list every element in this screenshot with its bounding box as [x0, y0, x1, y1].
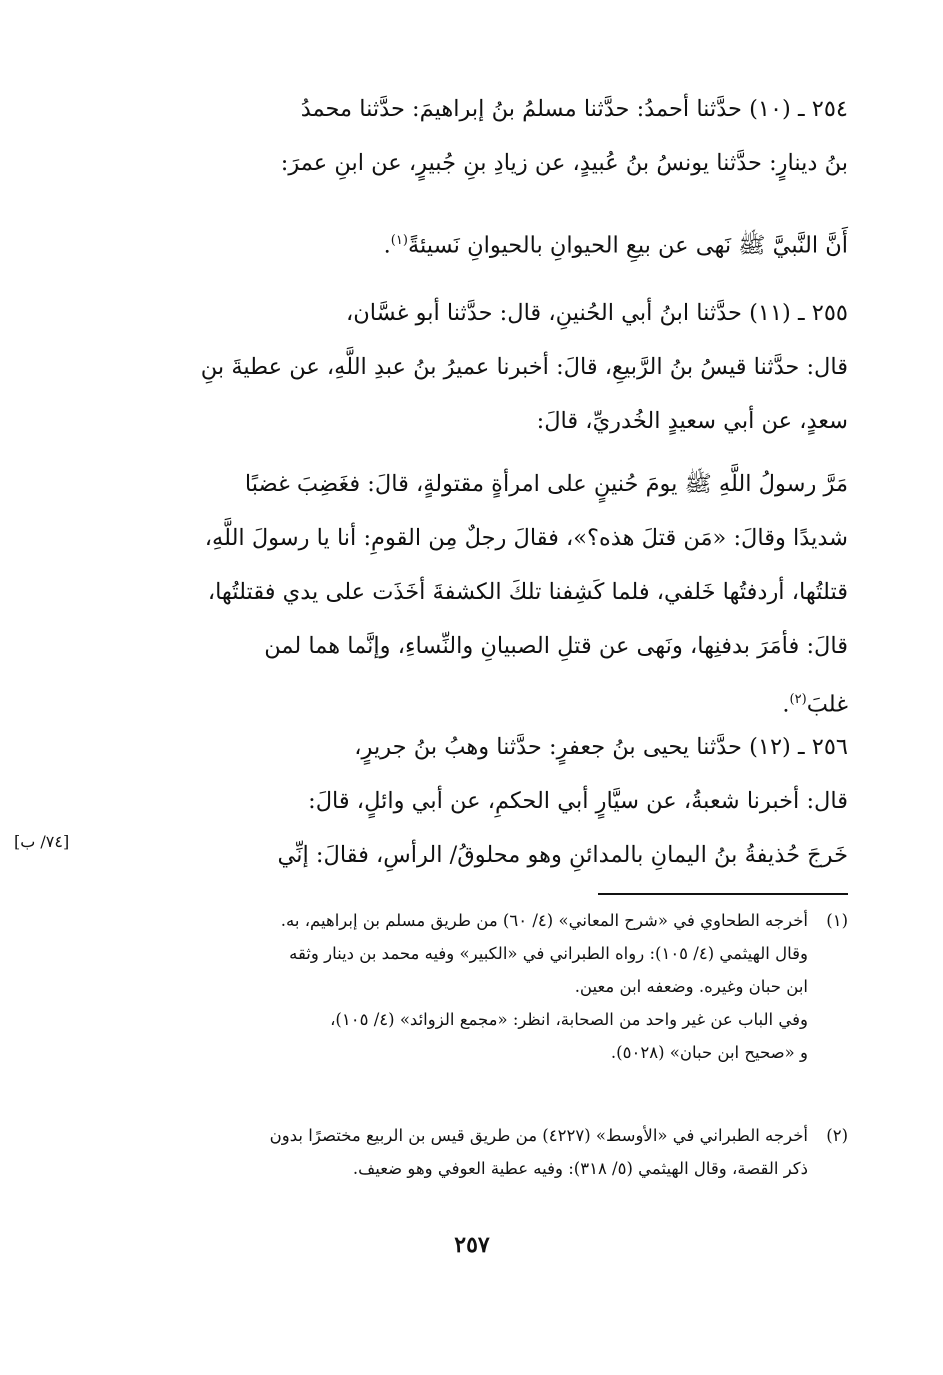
footnote-1-number: (١): [826, 911, 848, 930]
hadith-256-line-3: خَرجَ حُذيفةُ بنُ اليمانِ بالمدائنِ وهو محلوقُ/ الرأسِ، فقالَ: إنِّي: [277, 842, 848, 868]
hadith-255-text-line-5: غلبَ: [806, 691, 848, 718]
footnote-2-line-2: ذكر القصة، وقال الهيثمي (٥/ ٣١٨): وفيه عطية العوفي وهو ضعيف.: [352, 1159, 808, 1178]
hadith-255-text-line-4: قالَ: فأمَرَ بدفنِها، ونَهى عن قتلِ الصبيانِ والنِّساءِ، وإنَّما هما لمن: [264, 633, 848, 659]
hadith-256: [100, 720, 848, 882]
footnote-1-line-1: أخرجه الطحاوي في «شرح المعاني» (٤/ ٦٠) من طريق مسلم بن إبراهيم، به.: [280, 911, 808, 930]
hadith-255-end: .: [782, 691, 790, 718]
hadith-254-isnad: [100, 82, 848, 190]
page-number: ٢٥٧: [454, 1232, 490, 1258]
footnote-ref-2: (٢): [789, 692, 807, 707]
hadith-255-isnad: [100, 286, 848, 448]
footnote-1-line-2: وقال الهيثمي (٤/ ١٠٥): رواه الطبراني في «الكبير» وفيه محمد بن دينار وثقه: [289, 944, 808, 963]
hadith-255-line-3: سعدٍ، عن أبي سعيدٍ الخُدريِّ، قالَ:: [536, 408, 848, 434]
footnote-1-line-5: و «صحيح ابن حبان» (٥٠٢٨).: [610, 1043, 808, 1062]
hadith-254-line-2: بنُ دينارٍ: حدَّثنا يونسُ بنُ عُبيدٍ، عن زيادِ بنِ جُبيرٍ، عن ابنِ عمرَ:: [280, 150, 848, 176]
footnote-2-line-1: أخرجه الطبراني في «الأوسط» (٤٢٢٧) من طريق قيس بن الربيع مختصرًا بدون: [269, 1126, 808, 1145]
footnote-1-line-4: وفي الباب عن غير واحد من الصحابة، انظر: «مجمع الزوائد» (٤/ ١٠٥)،: [330, 1010, 808, 1029]
hadith-255-text-line-2: شديدًا وقالَ: «مَن قتلَ هذه؟»، فقالَ رجلٌ مِن القومِ: أنا يا رسولَ اللَّهِ،: [204, 525, 848, 551]
hadith-254-matn: [143, 214, 848, 273]
footnote-2-number: (٢): [826, 1126, 848, 1145]
hadith-254-line-1: ٢٥٤ ـ (١٠) حدَّثنا أحمدُ: حدَّثنا مسلمُ بنُ إبراهيمَ: حدَّثنا محمدُ: [300, 96, 848, 122]
hadith-256-line-2: قال: أخبرنا شعبةُ، عن سيَّارٍ أبي الحكمِ، عن أبي وائلٍ، قالَ:: [308, 788, 848, 814]
hadith-254-text: أَنَّ النَّبيَّ ﷺ نَهى عن بيعِ الحيوانِ بالحيوانِ نَسيئةً: [407, 232, 848, 259]
hadith-256-line-1: ٢٥٦ ـ (١٢) حدَّثنا يحيى بنُ جعفرٍ: حدَّثنا وهبُ بنُ جريرٍ،: [354, 734, 848, 760]
footnote-1-line-3: ابن حبان وغيره. وضعفه ابن معين.: [574, 977, 808, 996]
hadith-255-text-line-3: قتلتُها، أردفتُها خَلفي، فلما كَشِفنا تلكَ الكشفةَ أخَذَت على يدي فقتلتُها،: [207, 579, 848, 605]
footnote-2: [100, 1119, 848, 1185]
footnote-separator: [598, 893, 848, 895]
hadith-255-text-line-1: مَرَّ رسولُ اللَّهِ ﷺ يومَ حُنينٍ على امرأةٍ مقتولةٍ، قالَ: فغَضِبَ غضبًا: [244, 471, 848, 497]
hadith-255-matn: [100, 457, 848, 732]
hadith-255-line-2: قال: حدَّثنا قيسُ بنُ الرَّبيعِ، قالَ: أخبرنا عميرُ بنُ عبدِ اللَّهِ، عن عطيةَ بنِ: [200, 354, 848, 380]
footnote-ref-1: (١): [390, 233, 408, 248]
footnote-1: [100, 904, 848, 1069]
hadith-255-line-1: ٢٥٥ ـ (١١) حدَّثنا ابنُ أبي الحُنينِ، قال: حدَّثنا أبو غسَّان،: [345, 300, 848, 326]
manuscript-margin-note: [٧٤/ ب]: [14, 832, 70, 851]
hadith-254-end: .: [383, 232, 391, 259]
